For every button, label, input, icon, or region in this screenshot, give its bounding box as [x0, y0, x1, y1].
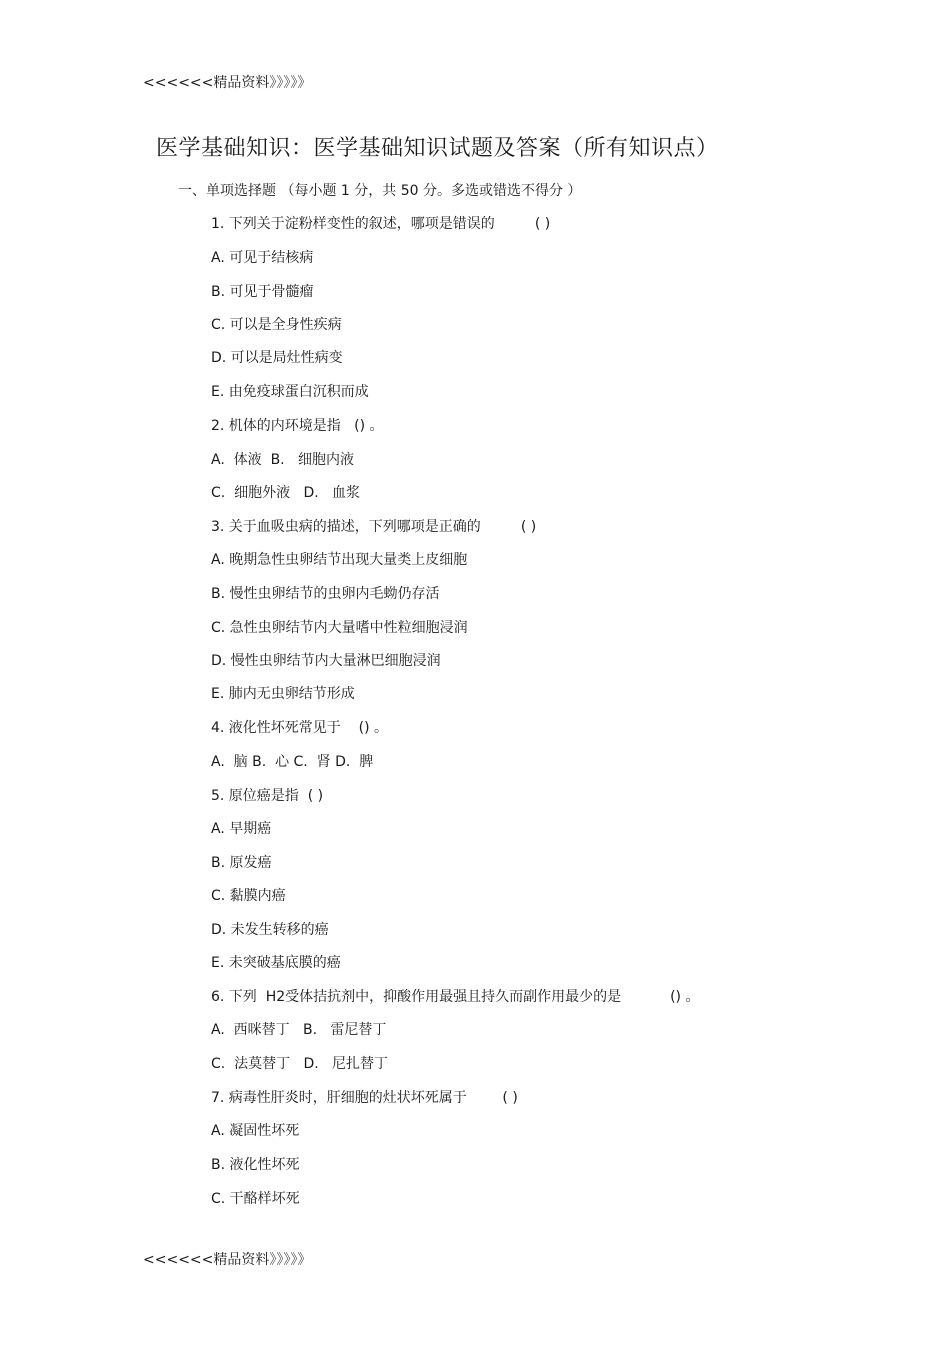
option-line: C. 急性虫卵结节内大量嗜中性粒细胞浸润	[211, 620, 468, 636]
option-line: B. 原发癌	[211, 855, 272, 871]
page-footer: <<<<<<精品资料》》》》》	[143, 1252, 312, 1268]
question-1: 1. 下列关于淀粉样变性的叙述，哪项是错误的 ( )	[211, 216, 551, 232]
option-line: B. 液化性坏死	[211, 1157, 300, 1173]
option-line: A. 体液 B. 细胞内液	[211, 452, 354, 468]
question-3: 3. 关于血吸虫病的描述，下列哪项是正确的 ( )	[211, 519, 537, 535]
page-header: <<<<<<精品资料》》》》》	[143, 75, 312, 91]
option-line: C. 黏膜内癌	[211, 888, 286, 904]
option-line: A. 早期癌	[211, 821, 272, 837]
option-line: C. 法莫替丁 D. 尼扎替丁	[211, 1056, 389, 1072]
option-line: C. 细胞外液 D. 血浆	[211, 485, 361, 501]
option-line: A. 西咪替丁 B. 雷尼替丁	[211, 1022, 387, 1038]
option-line: B. 可见于骨髓瘤	[211, 284, 314, 300]
document-title: 医学基础知识：医学基础知识试题及答案（所有知识点）	[156, 136, 719, 161]
option-line: E. 未突破基底膜的癌	[211, 955, 341, 971]
option-line: C. 可以是全身性疾病	[211, 317, 342, 333]
option-line: E. 肺内无虫卵结节形成	[211, 686, 355, 702]
option-line: A. 凝固性坏死	[211, 1123, 300, 1139]
option-line: C. 干酪样坏死	[211, 1191, 300, 1207]
option-line: A. 晚期急性虫卵结节出现大量类上皮细胞	[211, 552, 468, 568]
option-line: B. 慢性虫卵结节的虫卵内毛蚴仍存活	[211, 586, 440, 602]
option-line: E. 由免疫球蛋白沉积而成	[211, 384, 369, 400]
option-line: D. 慢性虫卵结节内大量淋巴细胞浸润	[211, 653, 441, 669]
option-line: D. 可以是局灶性病变	[211, 350, 343, 366]
section-heading: 一、单项选择题 （每小题 1 分，共 50 分。多选或错选不得分 ）	[178, 183, 582, 199]
option-line: D. 未发生转移的癌	[211, 922, 329, 938]
option-line: A. 可见于结核病	[211, 250, 314, 266]
question-5: 5. 原位癌是指 ( )	[211, 788, 324, 804]
option-line: A. 脑 B. 心 C. 肾 D. 脾	[211, 754, 374, 770]
question-7: 7. 病毒性肝炎时，肝细胞的灶状坏死属于 ( )	[211, 1090, 518, 1106]
question-6: 6. 下列 H2受体拮抗剂中，抑酸作用最强且持久而副作用最少的是 () 。	[211, 989, 700, 1005]
question-4: 4. 液化性坏死常见于 () 。	[211, 720, 388, 736]
question-2: 2. 机体的内环境是指 () 。	[211, 418, 384, 434]
